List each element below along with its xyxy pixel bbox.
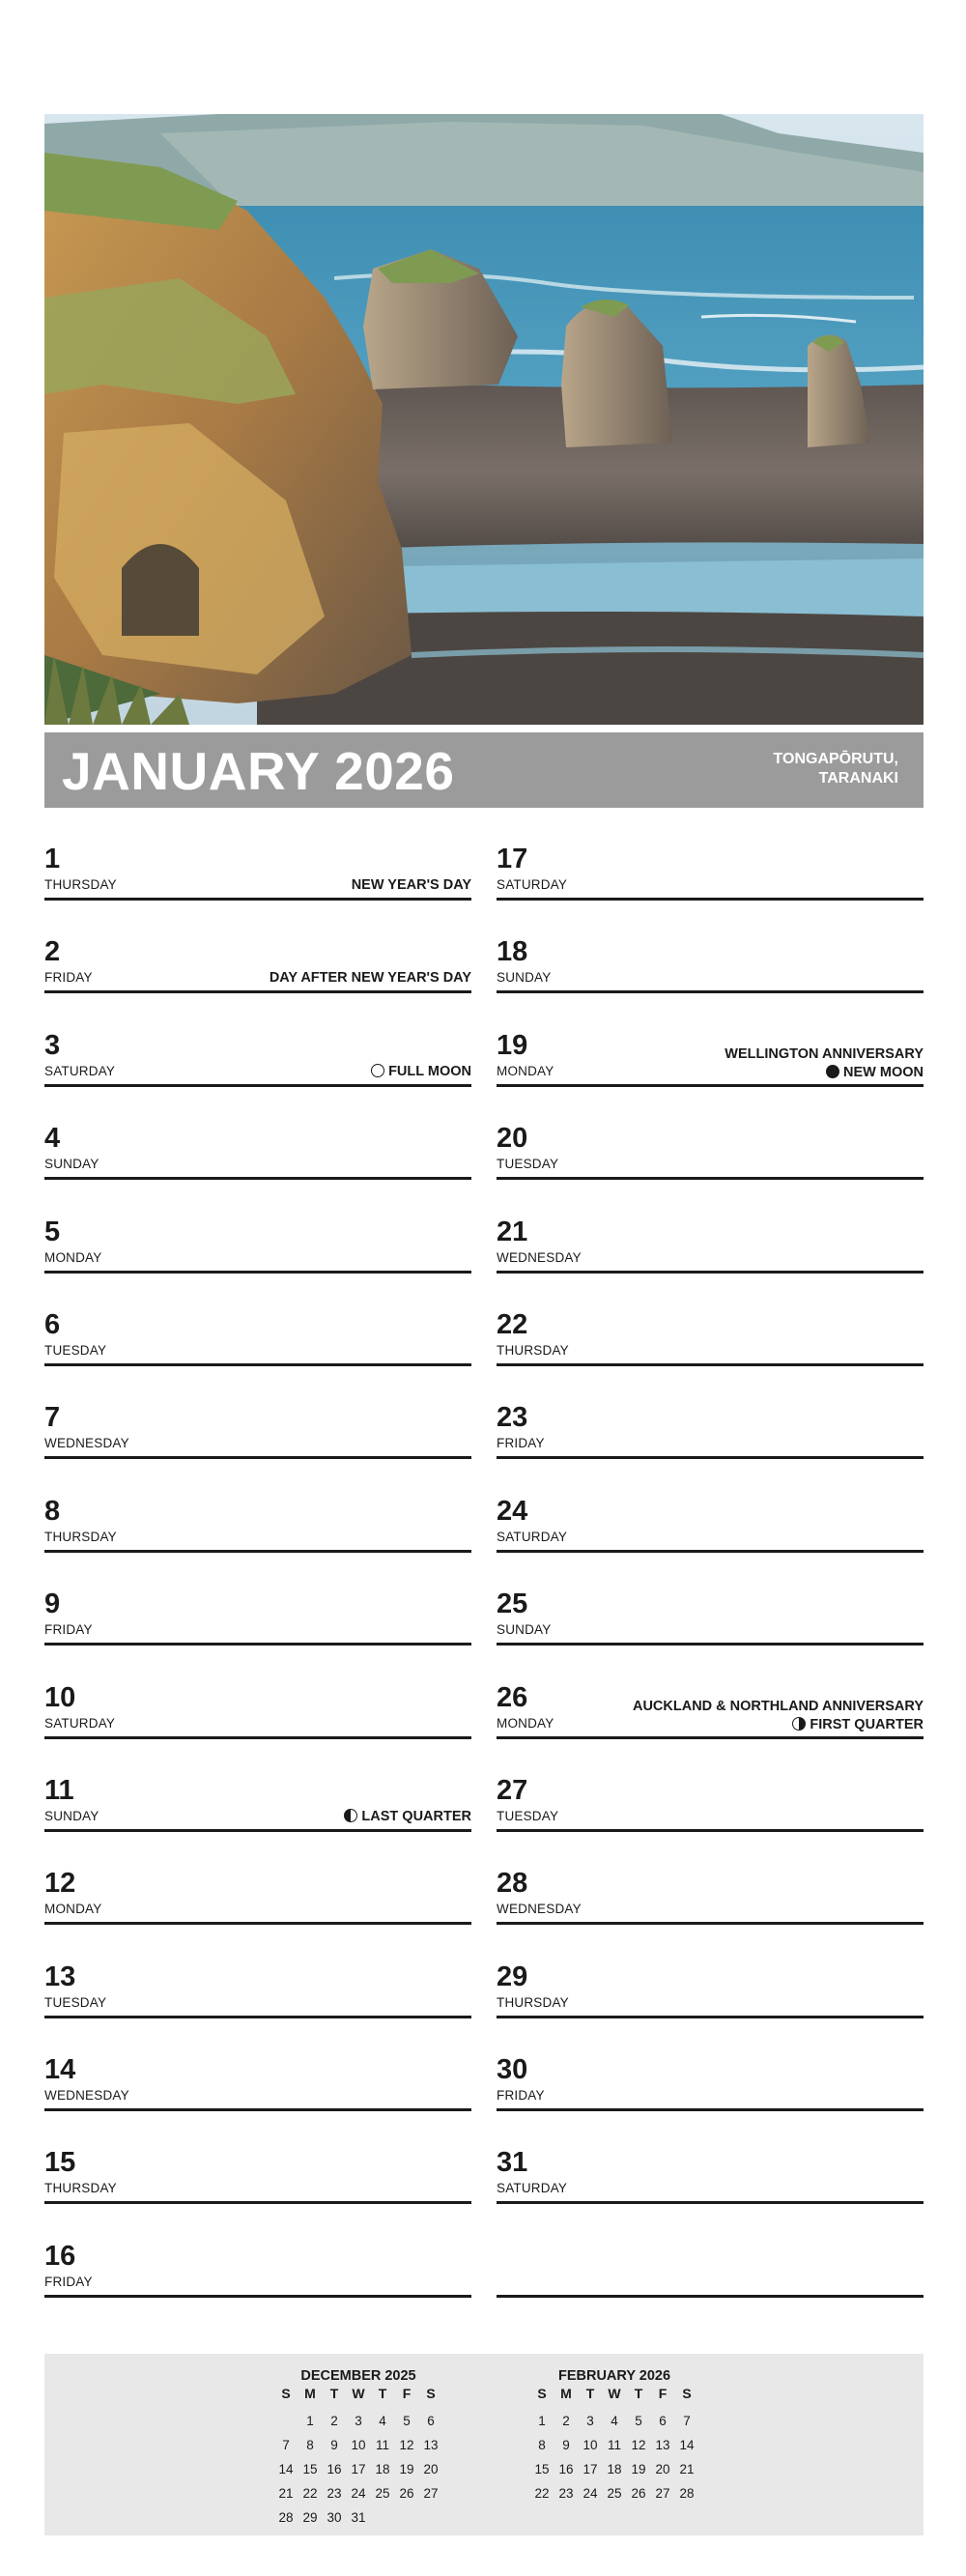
date-cell: 21 [679, 2462, 695, 2476]
date-cell: 24 [582, 2486, 598, 2501]
day-15 [44, 2146, 471, 2239]
moon-phase-label: FULL MOON [388, 1063, 471, 1079]
day-1 [44, 843, 471, 935]
mini-calendar-previous [267, 2368, 450, 2530]
date-cell: 7 [683, 2414, 691, 2428]
day-weekday: FRIDAY [44, 970, 93, 986]
day-rule [44, 1363, 471, 1366]
mini-calendar-grid [530, 2385, 699, 2505]
day-number: 29 [497, 1961, 528, 1992]
empty-day-slot [497, 2240, 923, 2333]
day-rule [497, 1177, 923, 1180]
date-cell: 9 [330, 2438, 338, 2452]
date-cell: 31 [351, 2510, 366, 2525]
day-18 [497, 935, 923, 1028]
date-cell: 16 [327, 2462, 342, 2476]
day-20 [497, 1122, 923, 1215]
date-cell: 29 [302, 2510, 318, 2525]
date-cell: 28 [679, 2486, 695, 2501]
day-rule [44, 990, 471, 993]
day-event: AUCKLAND & NORTHLAND ANNIVERSARY [632, 1698, 923, 1714]
day-weekday: FRIDAY [44, 2274, 93, 2289]
weekday-header: W [352, 2385, 365, 2401]
day-number: 5 [44, 1216, 61, 1247]
day-weekday: FRIDAY [44, 1622, 93, 1638]
date-cell: 12 [399, 2438, 414, 2452]
day-12 [44, 1867, 471, 1960]
day-number: 6 [44, 1308, 61, 1340]
date-cell: 21 [278, 2486, 294, 2501]
month-title: JANUARY 2026 [62, 741, 455, 801]
day-rule [44, 1084, 471, 1087]
day-rule [497, 2108, 923, 2111]
day-number: 28 [497, 1868, 528, 1900]
date-cell: 23 [558, 2486, 574, 2501]
day-number: 20 [497, 1123, 528, 1155]
date-cell: 4 [611, 2414, 618, 2428]
day-9 [44, 1588, 471, 1680]
weekday-header: W [608, 2385, 621, 2401]
day-weekday: SUNDAY [44, 1808, 99, 1823]
day-number: 12 [44, 1868, 76, 1900]
day-8 [44, 1495, 471, 1588]
day-number: 16 [44, 2240, 76, 2272]
date-cell: 22 [302, 2486, 318, 2501]
day-weekday: THURSDAY [497, 1342, 569, 1358]
day-rule [497, 1550, 923, 1553]
photo-location [774, 750, 898, 788]
day-rule [44, 2295, 471, 2298]
days-column-right [497, 843, 923, 2333]
day-number: 7 [44, 1402, 61, 1434]
day-13 [44, 1961, 471, 2053]
day-rule [497, 1363, 923, 1366]
first-quarter-moon-icon [792, 1717, 806, 1731]
day-weekday: SATURDAY [497, 2181, 568, 2196]
day-event-secondary [826, 1064, 923, 1081]
day-rule [497, 2201, 923, 2204]
day-weekday: THURSDAY [44, 877, 117, 892]
day-number: 31 [497, 2147, 528, 2179]
day-3 [44, 1029, 471, 1122]
day-rule [44, 1456, 471, 1459]
day-22 [497, 1308, 923, 1401]
mini-calendar-footer [44, 2354, 923, 2535]
day-weekday: SATURDAY [497, 877, 568, 892]
day-number: 19 [497, 1029, 528, 1061]
day-28 [497, 1867, 923, 1960]
day-rule [44, 1922, 471, 1925]
date-cell: 12 [631, 2438, 646, 2452]
day-number: 2 [44, 936, 61, 968]
day-2 [44, 935, 471, 1028]
day-25 [497, 1588, 923, 1680]
date-cell: 14 [278, 2462, 294, 2476]
day-number: 25 [497, 1589, 528, 1620]
day-weekday: SATURDAY [44, 1063, 116, 1078]
day-weekday: TUESDAY [44, 1994, 107, 2010]
full-moon-icon [371, 1064, 384, 1077]
date-cell: 18 [607, 2462, 622, 2476]
month-title-band [44, 732, 923, 808]
mini-calendar-next [523, 2368, 706, 2505]
date-cell: 16 [558, 2462, 574, 2476]
day-14 [44, 2053, 471, 2146]
day-number: 1 [44, 844, 61, 874]
day-rule [44, 1271, 471, 1274]
day-number: 17 [497, 844, 528, 874]
date-cell: 9 [562, 2438, 570, 2452]
day-number: 13 [44, 1961, 76, 1992]
day-rule [44, 2108, 471, 2111]
day-rule [497, 898, 923, 901]
weekday-header: S [682, 2385, 692, 2401]
day-weekday: WEDNESDAY [44, 1436, 129, 1451]
date-cell: 17 [351, 2462, 366, 2476]
day-19 [497, 1029, 923, 1122]
date-cell: 10 [351, 2438, 366, 2452]
day-rule [497, 1736, 923, 1739]
mini-calendar-grid [274, 2385, 443, 2530]
day-27 [497, 1774, 923, 1867]
day-weekday: MONDAY [497, 1063, 554, 1078]
day-16 [44, 2240, 471, 2333]
mini-calendar-title: DECEMBER 2025 [300, 2368, 416, 2384]
day-30 [497, 2053, 923, 2146]
day-24 [497, 1495, 923, 1588]
day-weekday: THURSDAY [497, 1994, 569, 2010]
date-cell: 3 [355, 2414, 362, 2428]
day-event: WELLINGTON ANNIVERSARY [724, 1045, 923, 1062]
day-rule [497, 1643, 923, 1646]
date-cell [419, 2505, 443, 2530]
day-rule [497, 2295, 923, 2298]
date-cell: 25 [607, 2486, 622, 2501]
day-rule [497, 1271, 923, 1274]
day-rule [44, 2016, 471, 2018]
day-number: 8 [44, 1495, 61, 1527]
day-number: 3 [44, 1029, 61, 1061]
day-26 [497, 1681, 923, 1774]
date-cell: 5 [635, 2414, 642, 2428]
day-31 [497, 2146, 923, 2239]
date-cell: 6 [427, 2414, 435, 2428]
date-cell: 22 [534, 2486, 550, 2501]
date-cell: 20 [423, 2462, 439, 2476]
day-4 [44, 1122, 471, 1215]
moon-phase-label: NEW MOON [843, 1064, 923, 1080]
weekday-header: T [634, 2385, 643, 2401]
day-weekday: SATURDAY [497, 1529, 568, 1544]
day-weekday: SUNDAY [44, 1157, 99, 1172]
day-weekday: SUNDAY [497, 970, 552, 986]
date-cell: 15 [534, 2462, 550, 2476]
day-number: 26 [497, 1681, 528, 1713]
date-cell: 17 [582, 2462, 598, 2476]
date-cell: 1 [306, 2414, 314, 2428]
day-weekday: THURSDAY [44, 2181, 117, 2196]
day-weekday: SUNDAY [497, 1622, 552, 1638]
day-event [344, 1808, 471, 1825]
date-cell: 11 [607, 2438, 621, 2452]
mini-calendar-title: FEBRUARY 2026 [557, 2368, 671, 2384]
date-cell: 27 [655, 2486, 670, 2501]
date-cell: 8 [538, 2438, 546, 2452]
day-weekday: WEDNESDAY [497, 1902, 582, 1917]
day-weekday: TUESDAY [497, 1157, 559, 1172]
day-number: 9 [44, 1589, 61, 1620]
day-21 [497, 1216, 923, 1308]
date-cell: 20 [655, 2462, 670, 2476]
day-number: 14 [44, 2054, 76, 2086]
day-number: 15 [44, 2147, 76, 2179]
day-23 [497, 1401, 923, 1494]
weekday-header: S [426, 2385, 436, 2401]
date-cell: 6 [659, 2414, 667, 2428]
day-weekday: TUESDAY [497, 1808, 559, 1823]
weekday-header: M [304, 2385, 316, 2401]
day-rule [44, 898, 471, 901]
days-column-left [44, 843, 471, 2333]
date-cell: 15 [302, 2462, 318, 2476]
day-number: 18 [497, 936, 528, 968]
weekday-header: F [658, 2385, 668, 2401]
day-rule [497, 1922, 923, 1925]
date-cell: 1 [538, 2414, 546, 2428]
day-6 [44, 1308, 471, 1401]
date-cell: 26 [631, 2486, 646, 2501]
day-rule [497, 990, 923, 993]
weekday-header: T [329, 2385, 339, 2401]
day-rule [44, 1177, 471, 1180]
day-rule [497, 1084, 923, 1087]
date-cell: 14 [679, 2438, 695, 2452]
moon-phase-label: FIRST QUARTER [810, 1716, 923, 1732]
day-weekday: WEDNESDAY [497, 1249, 582, 1265]
day-number: 11 [44, 1774, 74, 1806]
date-cell [395, 2505, 419, 2530]
weekday-header: T [378, 2385, 387, 2401]
date-cell: 19 [631, 2462, 646, 2476]
date-cell: 13 [655, 2438, 670, 2452]
day-event-secondary [792, 1716, 923, 1733]
day-number: 21 [497, 1216, 528, 1247]
date-cell: 28 [278, 2510, 294, 2525]
date-cell: 3 [586, 2414, 594, 2428]
day-weekday: FRIDAY [497, 2088, 545, 2104]
date-cell [371, 2505, 395, 2530]
day-event [371, 1063, 471, 1080]
date-cell: 25 [375, 2486, 390, 2501]
day-number: 10 [44, 1681, 76, 1713]
location-line-1: TONGAPŌRUTU, [773, 751, 898, 767]
day-rule [497, 2016, 923, 2018]
date-cell: 13 [423, 2438, 439, 2452]
date-cell [274, 2409, 298, 2433]
day-event: DAY AFTER NEW YEAR'S DAY [269, 970, 471, 987]
weekday-header: M [560, 2385, 572, 2401]
weekday-header: S [281, 2385, 291, 2401]
day-weekday: SATURDAY [44, 1715, 116, 1731]
day-10 [44, 1681, 471, 1774]
day-weekday: THURSDAY [44, 1529, 117, 1544]
day-weekday: MONDAY [497, 1715, 554, 1731]
location-line-2: TARANAKI [818, 770, 898, 787]
day-7 [44, 1401, 471, 1494]
day-weekday: MONDAY [44, 1902, 102, 1917]
landscape-photo [44, 114, 923, 725]
date-cell: 26 [399, 2486, 414, 2501]
date-cell: 10 [582, 2438, 598, 2452]
date-cell: 5 [403, 2414, 411, 2428]
day-weekday: FRIDAY [497, 1436, 545, 1451]
moon-phase-label: LAST QUARTER [361, 1808, 471, 1824]
date-cell: 7 [282, 2438, 290, 2452]
day-number: 30 [497, 2054, 528, 2086]
date-cell: 19 [399, 2462, 414, 2476]
day-29 [497, 1961, 923, 2053]
date-cell: 18 [375, 2462, 390, 2476]
day-number: 4 [44, 1123, 61, 1155]
date-cell: 4 [379, 2414, 386, 2428]
date-cell: 30 [327, 2510, 342, 2525]
day-rule [44, 1736, 471, 1739]
day-rule [497, 1829, 923, 1832]
day-number: 23 [497, 1402, 528, 1434]
date-cell: 2 [562, 2414, 570, 2428]
date-cell: 24 [351, 2486, 366, 2501]
day-17 [497, 843, 923, 935]
date-cell: 11 [375, 2438, 389, 2452]
date-cell: 27 [423, 2486, 439, 2501]
new-moon-icon [826, 1065, 839, 1078]
day-weekday: WEDNESDAY [44, 2088, 129, 2104]
day-weekday: TUESDAY [44, 1342, 107, 1358]
date-cell: 2 [330, 2414, 338, 2428]
day-rule [44, 1829, 471, 1832]
day-rule [44, 1550, 471, 1553]
day-event: NEW YEAR'S DAY [351, 877, 471, 893]
day-number: 22 [497, 1308, 528, 1340]
day-rule [44, 1643, 471, 1646]
day-weekday: MONDAY [44, 1249, 102, 1265]
day-5 [44, 1216, 471, 1308]
weekday-header: T [585, 2385, 595, 2401]
weekday-header: F [402, 2385, 412, 2401]
day-number: 24 [497, 1495, 528, 1527]
weekday-header: S [537, 2385, 547, 2401]
last-quarter-moon-icon [344, 1809, 357, 1822]
day-rule [44, 2201, 471, 2204]
day-number: 27 [497, 1774, 528, 1806]
day-11 [44, 1774, 471, 1867]
date-cell: 8 [306, 2438, 314, 2452]
date-cell: 23 [327, 2486, 342, 2501]
day-rule [497, 1456, 923, 1459]
